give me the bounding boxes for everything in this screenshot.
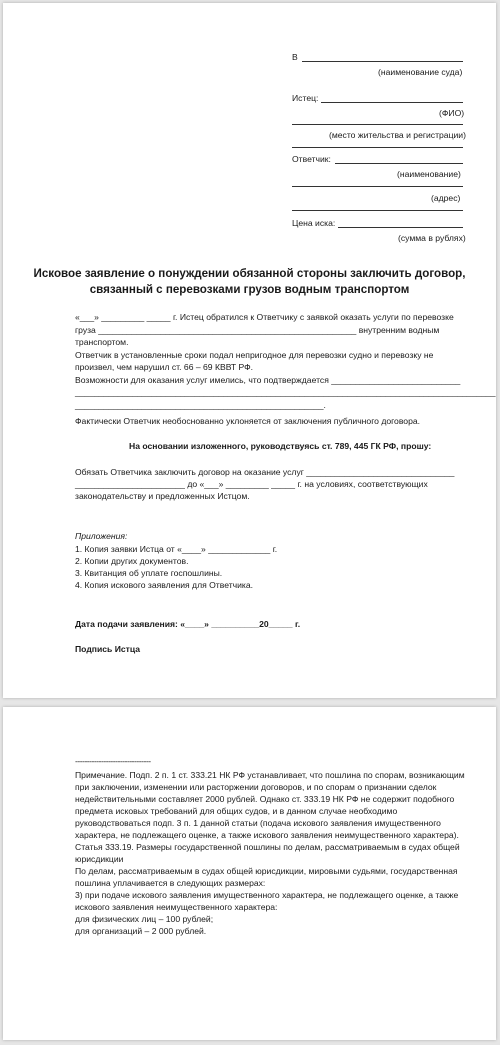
- body-p3-line-1: Возможности для оказания услуг имелись, что подтверждается ___________________________: [75, 375, 461, 385]
- attachments-heading: Приложения:: [75, 531, 128, 541]
- court-prefix: В: [292, 52, 298, 62]
- defendant-line: [335, 163, 463, 164]
- defendant-label: Ответчик:: [292, 154, 331, 164]
- body-p2-line-2: произвел, чем нарушил ст. 66 – 69 КВВТ РФ.: [75, 362, 254, 372]
- body-p3-line-3: ____________________________________________________.: [75, 400, 326, 410]
- residence-line: [292, 124, 463, 125]
- court-caption: (наименование суда): [378, 67, 463, 77]
- body-p3-line-2: ________________________________________________________________________________________: [75, 387, 496, 397]
- footnote-line: Примечание. Подп. 2 п. 1 ст. 333.21 НК РФ устанавливает, что пошлина по спорам, возникающим: [75, 770, 465, 780]
- attachment-item: 1. Копия заявки Истца от «____» _____________ г.: [75, 544, 278, 554]
- footnote-line: недействительными составляет 2000 рублей. Однако ст. 333.19 НК РФ не содержит подобного: [75, 794, 455, 804]
- address-line-2: [292, 210, 463, 211]
- document-page-1: [3, 3, 496, 698]
- address-line: [292, 186, 463, 187]
- address-caption: (адрес): [431, 193, 461, 203]
- footnote-line: пошлина уплачивается в следующих размерах:: [75, 878, 266, 888]
- footnote-line: для физических лиц – 100 рублей;: [75, 914, 214, 924]
- request-line-1: Обязать Ответчика заключить договор на оказание услуг _______________________________: [75, 467, 455, 477]
- attachment-item: 4. Копия искового заявления для Ответчика.: [75, 580, 254, 590]
- document-title-line-1: Исковое заявление о понуждении обязанной стороны заключить договор,: [33, 267, 466, 280]
- footnote-line: искового заявления неимущественного характера:: [75, 902, 278, 912]
- document-title-line-2: связанный с перевозками грузов водным транспортом: [89, 283, 410, 296]
- footnote-line: предмета исковых требований для общих судов, и в данном случае необходимо: [75, 806, 398, 816]
- court-line: [302, 61, 463, 62]
- defendant-caption: (наименование): [397, 169, 461, 179]
- residence-line-2: [292, 147, 463, 148]
- residence-caption: (место жительства и регистрации): [329, 130, 466, 140]
- sum-caption: (сумма в рублях): [398, 233, 466, 243]
- footnote-line: для организаций – 2 000 рублей.: [75, 926, 207, 936]
- claim-price-line: [338, 227, 463, 228]
- plaintiff-signature: Подпись Истца: [75, 644, 141, 654]
- request-line-2: _______________________ до «___» _________ _____ г. на условиях, соответствующих: [75, 479, 428, 489]
- claim-price-label: Цена иска:: [292, 218, 336, 228]
- document-page-2: [3, 707, 496, 1040]
- submission-date-line: Дата подачи заявления: «____» __________20_____ г.: [75, 619, 301, 629]
- body-p1-line-3: транспортом.: [75, 337, 129, 347]
- plaintiff-line: [321, 102, 463, 103]
- body-p1-line-1: «___» _________ _____ г. Истец обратился к Ответчику с заявкой оказать услуги по перевозке: [75, 312, 454, 322]
- body-p2-line-1: Ответчик в установленные сроки подал непригодное для перевозки судно и перевозку не: [75, 350, 434, 360]
- footnote-line: 3) при подаче искового заявления имущественного характера, не подлежащего оценке, а также: [75, 890, 459, 900]
- footnote-line: юрисдикции: [75, 854, 124, 864]
- footnote-line: характера, не подлежащего оценке, а также искового заявления неимущественного характера).: [75, 830, 459, 840]
- footnote-line: при заключении, изменении или расторжении договоров, и по спорам о признании сделок: [75, 782, 437, 792]
- footnote-separator: --------------------------------: [75, 756, 151, 766]
- basis-heading: На основании изложенного, руководствуясь ст. 789, 445 ГК РФ, прошу:: [129, 441, 432, 451]
- footnote-line: Статья 333.19. Размеры государственной пошлины по делам, рассматриваемым в судах общей: [75, 842, 460, 852]
- attachment-item: 3. Квитанция об уплате госпошлины.: [75, 568, 223, 578]
- body-p1-line-2: груза ______________________________________________________ внутренним водным: [75, 325, 440, 335]
- footnote-line: руководствоваться подп. 3 п. 1 данной статьи (подача искового заявления имущественного: [75, 818, 441, 828]
- attachment-item: 2. Копии других документов.: [75, 556, 189, 566]
- footnote-line: По делам, рассматриваемым в судах общей юрисдикции, мировыми судьями, государственная: [75, 866, 458, 876]
- request-line-3: законодательству и предложенных Истцом.: [75, 491, 250, 501]
- plaintiff-label: Истец:: [292, 93, 319, 103]
- body-p4: Фактически Ответчик необоснованно уклоняется от заключения публичного договора.: [75, 416, 421, 426]
- plaintiff-caption: (ФИО): [439, 108, 465, 118]
